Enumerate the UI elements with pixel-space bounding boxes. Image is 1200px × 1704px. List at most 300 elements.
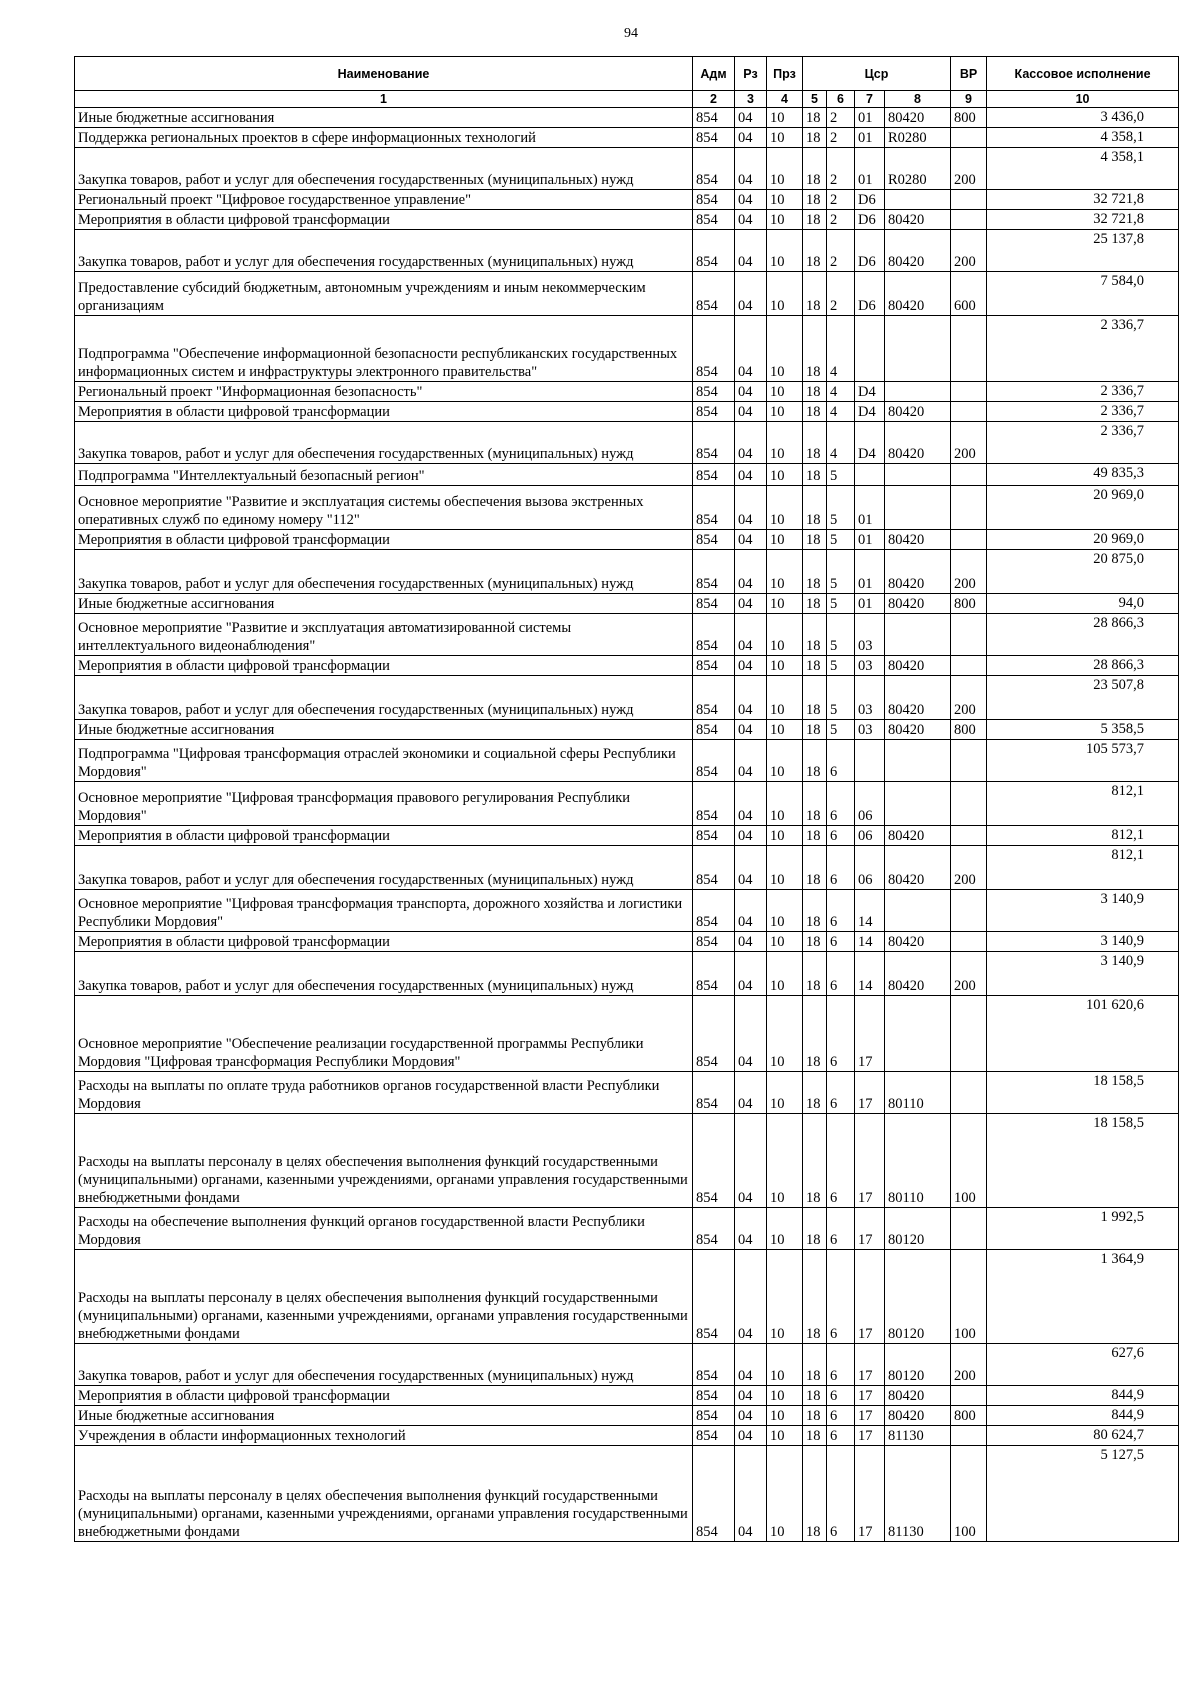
row-code-prz: 10	[767, 782, 803, 826]
row-code-rz: 04	[735, 422, 767, 464]
row-code-vr	[951, 1426, 987, 1446]
table-row	[75, 486, 1179, 530]
row-code-c5: 18	[803, 656, 827, 676]
row-code-c8: 80420	[885, 550, 951, 594]
row-code-c6: 2	[827, 190, 855, 210]
table-row	[75, 230, 1179, 272]
row-code-prz: 10	[767, 614, 803, 656]
row-code-prz: 10	[767, 402, 803, 422]
row-name: Мероприятия в области цифровой трансформации	[75, 656, 693, 676]
row-code-c5: 18	[803, 1406, 827, 1426]
row-code-c6: 2	[827, 108, 855, 128]
row-code-prz: 10	[767, 740, 803, 782]
row-code-adm: 854	[693, 1446, 735, 1542]
table-row	[75, 1386, 1179, 1406]
row-code-prz: 10	[767, 550, 803, 594]
row-code-c8	[885, 740, 951, 782]
row-code-c8: 80420	[885, 676, 951, 720]
row-code-c7: 01	[855, 594, 885, 614]
column-number: 6	[827, 91, 855, 108]
row-code-c6: 6	[827, 952, 855, 996]
row-code-rz: 04	[735, 530, 767, 550]
row-amount: 25 137,8	[987, 230, 1179, 272]
row-name: Закупка товаров, работ и услуг для обеспечения государственных (муниципальных) нужд	[75, 676, 693, 720]
row-code-c8: R0280	[885, 148, 951, 190]
row-amount: 4 358,1	[987, 128, 1179, 148]
row-code-c5: 18	[803, 530, 827, 550]
row-amount: 18 158,5	[987, 1114, 1179, 1208]
row-code-c7: 17	[855, 996, 885, 1072]
row-code-c8: 80420	[885, 402, 951, 422]
row-code-adm: 854	[693, 740, 735, 782]
row-code-c5: 18	[803, 382, 827, 402]
row-code-prz: 10	[767, 1426, 803, 1446]
row-code-rz: 04	[735, 148, 767, 190]
row-amount: 20 969,0	[987, 486, 1179, 530]
row-code-c6: 6	[827, 1406, 855, 1426]
row-amount: 2 336,7	[987, 382, 1179, 402]
table-row	[75, 382, 1179, 402]
header-csr: Цср	[803, 57, 951, 91]
row-code-c7	[855, 464, 885, 486]
row-code-c8	[885, 316, 951, 382]
row-name: Закупка товаров, работ и услуг для обеспечения государственных (муниципальных) нужд	[75, 230, 693, 272]
row-code-prz: 10	[767, 464, 803, 486]
row-code-c7: 17	[855, 1386, 885, 1406]
row-code-adm: 854	[693, 1344, 735, 1386]
row-code-c5: 18	[803, 272, 827, 316]
page-number: 94	[624, 26, 638, 41]
row-code-c7: 03	[855, 614, 885, 656]
row-name: Закупка товаров, работ и услуг для обеспечения государственных (муниципальных) нужд	[75, 422, 693, 464]
row-code-adm: 854	[693, 1386, 735, 1406]
row-amount: 4 358,1	[987, 148, 1179, 190]
row-code-vr	[951, 890, 987, 932]
table-row	[75, 190, 1179, 210]
table-row	[75, 530, 1179, 550]
table-row	[75, 1344, 1179, 1386]
row-code-rz: 04	[735, 464, 767, 486]
row-code-vr: 800	[951, 594, 987, 614]
row-name: Подпрограмма "Цифровая трансформация отраслей экономики и социальной сферы Республики Мордовия"	[75, 740, 693, 782]
row-code-rz: 04	[735, 210, 767, 230]
table-row	[75, 148, 1179, 190]
row-code-c5: 18	[803, 740, 827, 782]
row-name: Подпрограмма "Интеллектуальный безопасный регион"	[75, 464, 693, 486]
row-name: Закупка товаров, работ и услуг для обеспечения государственных (муниципальных) нужд	[75, 148, 693, 190]
row-code-c8: 80420	[885, 720, 951, 740]
row-amount: 2 336,7	[987, 402, 1179, 422]
row-code-vr: 200	[951, 846, 987, 890]
row-name: Расходы на обеспечение выполнения функций органов государственной власти Республики Мордовия	[75, 1208, 693, 1250]
row-code-prz: 10	[767, 1406, 803, 1426]
row-code-c6: 6	[827, 1072, 855, 1114]
row-code-c8: 80420	[885, 1386, 951, 1406]
row-code-adm: 854	[693, 932, 735, 952]
row-code-vr	[951, 1208, 987, 1250]
row-code-rz: 04	[735, 740, 767, 782]
row-code-rz: 04	[735, 952, 767, 996]
row-code-c7: 01	[855, 108, 885, 128]
row-code-rz: 04	[735, 382, 767, 402]
row-code-vr	[951, 382, 987, 402]
row-code-vr: 200	[951, 952, 987, 996]
row-code-c8	[885, 464, 951, 486]
column-number: 9	[951, 91, 987, 108]
row-code-c5: 18	[803, 230, 827, 272]
row-code-rz: 04	[735, 656, 767, 676]
table-row	[75, 740, 1179, 782]
row-name: Мероприятия в области цифровой трансформации	[75, 530, 693, 550]
table-row	[75, 952, 1179, 996]
column-number: 10	[987, 91, 1179, 108]
row-amount: 105 573,7	[987, 740, 1179, 782]
row-code-prz: 10	[767, 676, 803, 720]
row-code-c8: 80110	[885, 1114, 951, 1208]
column-number: 1	[75, 91, 693, 108]
budget-table-wrapper	[74, 56, 1179, 1542]
row-code-c7: 17	[855, 1114, 885, 1208]
column-number: 3	[735, 91, 767, 108]
row-code-c7: D4	[855, 422, 885, 464]
row-amount: 20 969,0	[987, 530, 1179, 550]
row-code-rz: 04	[735, 846, 767, 890]
row-amount: 5 127,5	[987, 1446, 1179, 1542]
row-code-c7: 17	[855, 1072, 885, 1114]
row-name: Закупка товаров, работ и услуг для обеспечения государственных (муниципальных) нужд	[75, 846, 693, 890]
row-code-adm: 854	[693, 996, 735, 1072]
row-code-rz: 04	[735, 316, 767, 382]
budget-table	[74, 56, 1179, 1542]
row-name: Расходы на выплаты персоналу в целях обеспечения выполнения функций государственными (муниципальными) органами, казенными учреждениями, органами управления государственными внебюджетными фондами	[75, 1114, 693, 1208]
row-code-c6: 5	[827, 614, 855, 656]
header-name: Наименование	[75, 57, 693, 91]
table-row	[75, 550, 1179, 594]
row-code-prz: 10	[767, 1446, 803, 1542]
row-amount: 23 507,8	[987, 676, 1179, 720]
row-code-prz: 10	[767, 1208, 803, 1250]
row-name: Основное мероприятие "Цифровая трансформация правового регулирования Республики Мордовия"	[75, 782, 693, 826]
row-amount: 2 336,7	[987, 316, 1179, 382]
row-code-vr	[951, 656, 987, 676]
row-code-c5: 18	[803, 676, 827, 720]
row-code-vr: 200	[951, 148, 987, 190]
row-code-c7: 17	[855, 1406, 885, 1426]
row-code-c8	[885, 782, 951, 826]
row-code-adm: 854	[693, 108, 735, 128]
row-code-rz: 04	[735, 676, 767, 720]
row-code-c5: 18	[803, 846, 827, 890]
row-code-c5: 18	[803, 128, 827, 148]
table-row	[75, 676, 1179, 720]
row-code-vr: 800	[951, 1406, 987, 1426]
row-code-vr	[951, 128, 987, 148]
row-code-rz: 04	[735, 486, 767, 530]
row-code-vr: 200	[951, 550, 987, 594]
row-code-c6: 6	[827, 1208, 855, 1250]
row-code-c5: 18	[803, 1386, 827, 1406]
row-code-c8	[885, 890, 951, 932]
row-code-vr: 600	[951, 272, 987, 316]
row-code-adm: 854	[693, 464, 735, 486]
row-code-c6: 5	[827, 486, 855, 530]
row-amount: 1 364,9	[987, 1250, 1179, 1344]
row-code-c8: 80420	[885, 530, 951, 550]
row-name: Закупка товаров, работ и услуг для обеспечения государственных (муниципальных) нужд	[75, 550, 693, 594]
row-code-prz: 10	[767, 230, 803, 272]
row-code-c8: 80420	[885, 108, 951, 128]
row-code-c5: 18	[803, 402, 827, 422]
row-code-c6: 6	[827, 782, 855, 826]
row-code-rz: 04	[735, 190, 767, 210]
row-code-c7: 01	[855, 148, 885, 190]
row-code-c7: D6	[855, 230, 885, 272]
row-code-c6: 5	[827, 464, 855, 486]
row-code-c6: 2	[827, 128, 855, 148]
row-code-c6: 6	[827, 826, 855, 846]
row-code-c6: 4	[827, 316, 855, 382]
row-code-prz: 10	[767, 422, 803, 464]
row-amount: 3 140,9	[987, 932, 1179, 952]
row-code-rz: 04	[735, 826, 767, 846]
row-code-c5: 18	[803, 1426, 827, 1446]
row-code-adm: 854	[693, 656, 735, 676]
row-amount: 94,0	[987, 594, 1179, 614]
row-code-rz: 04	[735, 1114, 767, 1208]
row-amount: 101 620,6	[987, 996, 1179, 1072]
column-number: 5	[803, 91, 827, 108]
row-code-c7: 17	[855, 1344, 885, 1386]
row-code-c7: 17	[855, 1208, 885, 1250]
row-code-c6: 6	[827, 1446, 855, 1542]
row-name: Учреждения в области информационных технологий	[75, 1426, 693, 1446]
table-row	[75, 826, 1179, 846]
row-code-rz: 04	[735, 1386, 767, 1406]
row-code-rz: 04	[735, 550, 767, 594]
row-amount: 812,1	[987, 846, 1179, 890]
table-row	[75, 210, 1179, 230]
table-row	[75, 1114, 1179, 1208]
row-code-prz: 10	[767, 846, 803, 890]
row-code-c5: 18	[803, 1250, 827, 1344]
row-amount: 3 140,9	[987, 952, 1179, 996]
row-amount: 844,9	[987, 1386, 1179, 1406]
row-code-vr	[951, 740, 987, 782]
row-code-vr: 100	[951, 1446, 987, 1542]
row-code-prz: 10	[767, 1344, 803, 1386]
row-code-c7: D4	[855, 402, 885, 422]
row-code-vr: 100	[951, 1114, 987, 1208]
table-row	[75, 614, 1179, 656]
row-code-vr: 200	[951, 1344, 987, 1386]
row-code-adm: 854	[693, 1406, 735, 1426]
row-code-c6: 2	[827, 230, 855, 272]
row-code-adm: 854	[693, 550, 735, 594]
row-code-prz: 10	[767, 108, 803, 128]
table-row	[75, 108, 1179, 128]
row-code-c5: 18	[803, 782, 827, 826]
row-code-rz: 04	[735, 1426, 767, 1446]
row-code-rz: 04	[735, 594, 767, 614]
row-code-c7	[855, 740, 885, 782]
row-code-c6: 5	[827, 550, 855, 594]
row-code-rz: 04	[735, 1406, 767, 1426]
row-code-prz: 10	[767, 128, 803, 148]
table-row	[75, 402, 1179, 422]
row-name: Основное мероприятие "Развитие и эксплуатация системы обеспечения вызова экстренных оперативных служб по единому номеру "112"	[75, 486, 693, 530]
row-amount: 844,9	[987, 1406, 1179, 1426]
row-code-adm: 854	[693, 402, 735, 422]
row-amount: 3 140,9	[987, 890, 1179, 932]
row-code-vr	[951, 486, 987, 530]
row-code-c5: 18	[803, 422, 827, 464]
row-code-rz: 04	[735, 108, 767, 128]
row-code-vr	[951, 826, 987, 846]
row-name: Иные бюджетные ассигнования	[75, 594, 693, 614]
row-code-vr	[951, 614, 987, 656]
row-code-adm: 854	[693, 382, 735, 402]
row-name: Предоставление субсидий бюджетным, автономным учреждениям и иным некоммерческим организациям	[75, 272, 693, 316]
row-code-prz: 10	[767, 1250, 803, 1344]
row-code-c6: 6	[827, 740, 855, 782]
row-code-vr: 200	[951, 230, 987, 272]
header-rz: Рз	[735, 57, 767, 91]
header-amount: Кассовое исполнение	[987, 57, 1179, 91]
table-row	[75, 1426, 1179, 1446]
row-code-c7: 06	[855, 782, 885, 826]
row-amount: 2 336,7	[987, 422, 1179, 464]
row-code-prz: 10	[767, 1114, 803, 1208]
row-code-c7: D4	[855, 382, 885, 402]
row-code-c7: 03	[855, 720, 885, 740]
row-name: Подпрограмма "Обеспечение информационной безопасности республиканских государственных информационных систем и инфраструктуры электронного правительства"	[75, 316, 693, 382]
row-code-c8: 80420	[885, 230, 951, 272]
row-code-rz: 04	[735, 890, 767, 932]
row-name: Иные бюджетные ассигнования	[75, 720, 693, 740]
row-code-c5: 18	[803, 210, 827, 230]
row-code-vr	[951, 210, 987, 230]
row-code-adm: 854	[693, 230, 735, 272]
row-code-rz: 04	[735, 1208, 767, 1250]
row-name: Основное мероприятие "Развитие и эксплуатация автоматизированной системы интеллектуального видеонаблюдения"	[75, 614, 693, 656]
row-code-c6: 5	[827, 720, 855, 740]
row-code-c5: 18	[803, 890, 827, 932]
table-row	[75, 464, 1179, 486]
row-code-adm: 854	[693, 720, 735, 740]
table-row	[75, 932, 1179, 952]
table-row	[75, 316, 1179, 382]
row-code-c7: 01	[855, 486, 885, 530]
table-row	[75, 1208, 1179, 1250]
row-code-c5: 18	[803, 996, 827, 1072]
row-code-c7: D6	[855, 190, 885, 210]
row-name: Основное мероприятие "Обеспечение реализации государственной программы Республики Мордовия "Цифровая трансформация Республики Мордовия"	[75, 996, 693, 1072]
row-code-adm: 854	[693, 614, 735, 656]
row-code-c7: 17	[855, 1426, 885, 1446]
row-code-prz: 10	[767, 720, 803, 740]
table-row	[75, 272, 1179, 316]
row-code-prz: 10	[767, 932, 803, 952]
row-code-c6: 4	[827, 402, 855, 422]
row-name: Расходы на выплаты персоналу в целях обеспечения выполнения функций государственными (муниципальными) органами, казенными учреждениями, органами управления государственными внебюджетными фондами	[75, 1446, 693, 1542]
row-code-vr	[951, 464, 987, 486]
row-code-c5: 18	[803, 190, 827, 210]
column-number: 2	[693, 91, 735, 108]
row-code-c6: 6	[827, 1250, 855, 1344]
row-code-c8: 81130	[885, 1446, 951, 1542]
row-code-c6: 5	[827, 656, 855, 676]
row-code-prz: 10	[767, 890, 803, 932]
row-code-c6: 6	[827, 932, 855, 952]
row-name: Региональный проект "Информационная безопасность"	[75, 382, 693, 402]
row-code-c6: 6	[827, 1114, 855, 1208]
row-code-prz: 10	[767, 486, 803, 530]
row-code-prz: 10	[767, 996, 803, 1072]
row-code-c5: 18	[803, 1446, 827, 1542]
row-name: Расходы на выплаты персоналу в целях обеспечения выполнения функций государственными (муниципальными) органами, казенными учреждениями, органами управления государственными внебюджетными фондами	[75, 1250, 693, 1344]
row-code-c7: 17	[855, 1250, 885, 1344]
row-code-adm: 854	[693, 422, 735, 464]
row-name: Мероприятия в области цифровой трансформации	[75, 210, 693, 230]
row-code-c8: 80420	[885, 210, 951, 230]
table-row	[75, 594, 1179, 614]
row-code-adm: 854	[693, 826, 735, 846]
row-code-c6: 4	[827, 422, 855, 464]
column-number: 4	[767, 91, 803, 108]
row-code-rz: 04	[735, 1344, 767, 1386]
row-code-c8: 80420	[885, 422, 951, 464]
row-code-c8: 80420	[885, 1406, 951, 1426]
row-code-c6: 6	[827, 1386, 855, 1406]
row-name: Закупка товаров, работ и услуг для обеспечения государственных (муниципальных) нужд	[75, 1344, 693, 1386]
table-row	[75, 996, 1179, 1072]
row-code-c7: D6	[855, 272, 885, 316]
row-name: Основное мероприятие "Цифровая трансформация транспорта, дорожного хозяйства и логистики Республики Мордовия"	[75, 890, 693, 932]
row-name: Иные бюджетные ассигнования	[75, 108, 693, 128]
row-code-c7: 06	[855, 846, 885, 890]
row-code-vr: 800	[951, 720, 987, 740]
row-code-adm: 854	[693, 846, 735, 890]
table-row	[75, 1072, 1179, 1114]
row-code-c6: 2	[827, 210, 855, 230]
row-name: Мероприятия в области цифровой трансформации	[75, 1386, 693, 1406]
row-amount: 812,1	[987, 826, 1179, 846]
row-code-prz: 10	[767, 190, 803, 210]
row-code-adm: 854	[693, 272, 735, 316]
row-code-c7: 14	[855, 890, 885, 932]
row-code-c7: 01	[855, 550, 885, 594]
row-name: Поддержка региональных проектов в сфере информационных технологий	[75, 128, 693, 148]
row-code-c6: 6	[827, 1344, 855, 1386]
row-code-prz: 10	[767, 1072, 803, 1114]
row-code-prz: 10	[767, 530, 803, 550]
row-code-prz: 10	[767, 594, 803, 614]
table-row	[75, 846, 1179, 890]
column-number: 7	[855, 91, 885, 108]
row-code-adm: 854	[693, 530, 735, 550]
row-code-c5: 18	[803, 486, 827, 530]
row-code-vr: 200	[951, 422, 987, 464]
row-code-c8: 80110	[885, 1072, 951, 1114]
row-name: Иные бюджетные ассигнования	[75, 1406, 693, 1426]
row-code-c5: 18	[803, 932, 827, 952]
row-code-vr	[951, 402, 987, 422]
table-row	[75, 656, 1179, 676]
row-name: Закупка товаров, работ и услуг для обеспечения государственных (муниципальных) нужд	[75, 952, 693, 996]
row-code-rz: 04	[735, 402, 767, 422]
row-code-c6: 5	[827, 676, 855, 720]
row-name: Мероприятия в области цифровой трансформации	[75, 932, 693, 952]
